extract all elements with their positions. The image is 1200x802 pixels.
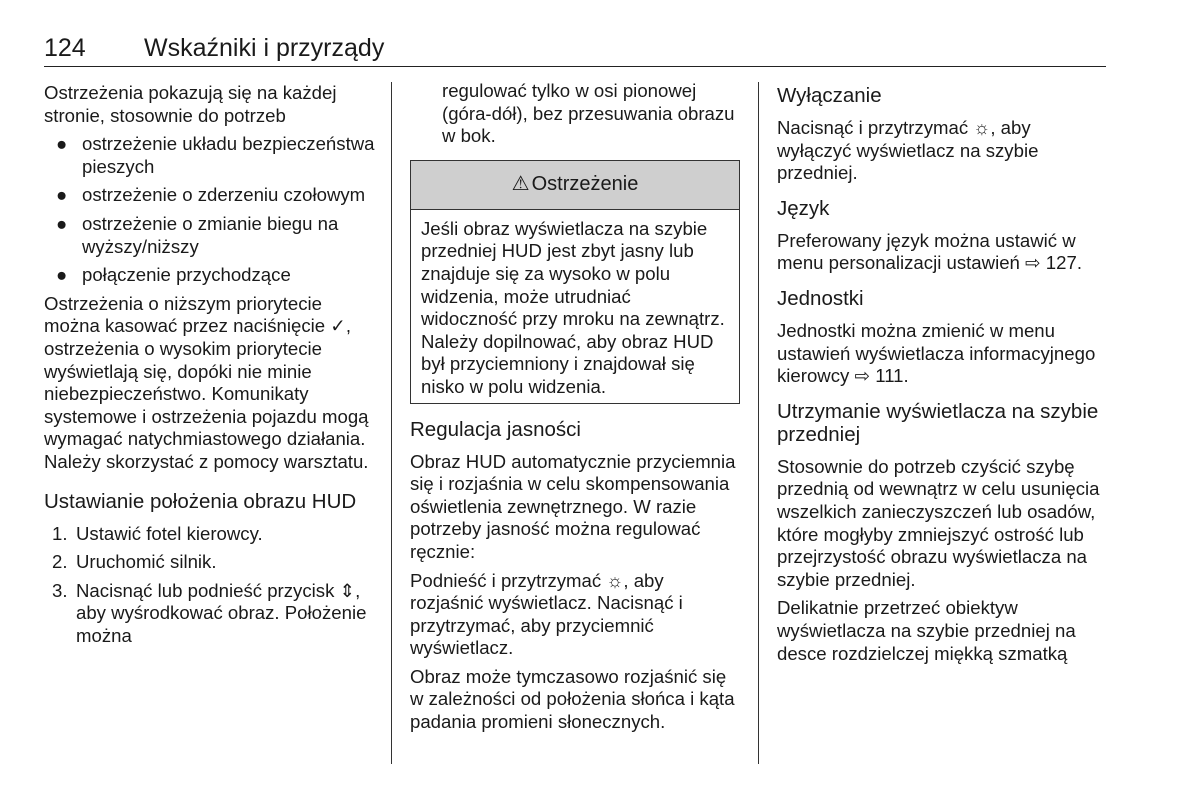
warning-types-list — [44, 133, 380, 287]
bullet-icon: ● — [56, 264, 68, 286]
column-1 — [44, 82, 380, 653]
column-3 — [777, 82, 1107, 671]
intro-paragraph: Ostrzeżenia pokazują się na każdej stronie, stosownie do potrzeb — [44, 82, 337, 126]
section-heading-brightness: Regulacja jasności — [410, 417, 581, 441]
list-item — [44, 184, 380, 207]
list-item-text: połączenie przychodzące — [82, 264, 291, 286]
list-item — [44, 133, 380, 178]
bullet-icon: ● — [56, 184, 68, 206]
column-divider-right — [758, 82, 759, 764]
step-number: 3. — [52, 579, 68, 601]
step-text: Nacisnąć lub podnieść przycisk ⇕, aby wyśrodkować obraz. Położenie można — [76, 579, 367, 646]
step-number: 2. — [52, 551, 68, 573]
warning-box — [410, 160, 740, 404]
brightness-paragraph-1: Obraz HUD automatycznie przyciemnia się i rozjaśnia w celu skompensowania oświetlenia zewnętrznego. W razie potrzeby jasność można regulować ręcznie: — [410, 450, 736, 562]
maintenance-paragraph-1: Stosownie do potrzeb czyścić szybę przednią od wewnątrz w celu usunięcia wszelkich zanieczyszczeń lub osadów, które mogłyby zmniejszyć ostrość lub przejrzystość obrazu wyświetlacza na szybie przedniej. — [777, 455, 1100, 590]
steps-list — [44, 523, 380, 648]
language-paragraph: Preferowany język można ustawić w menu personalizacji ustawień ⇨ 127. — [777, 229, 1082, 274]
step-text: Uruchomić silnik. — [76, 551, 217, 573]
units-paragraph: Jednostki można zmienić w menu ustawień wyświetlacza informacyjnego kierowcy ⇨ 111. — [777, 319, 1096, 387]
priority-paragraph: Ostrzeżenia o niższym priorytecie można kasować przez naciśnięcie ✓, ostrzeżenia o wysokim priorytecie wyświetlają się, dopóki nie minie niebezpieczeństwo. Komunikaty systemowe i ostrzeżenia pojazdu mogą wymagać natychmiastowego działania. Należy skorzystać z pomocy warsztatu. — [44, 292, 369, 472]
page-header — [44, 34, 1106, 67]
list-item-text: ostrzeżenie o zderzeniu czołowym — [82, 184, 366, 206]
step-continuation: regulować tylko w osi pionowej (góra-dół), bez przesuwania obrazu w bok. — [442, 80, 735, 147]
bullet-icon: ● — [56, 133, 68, 155]
off-paragraph: Nacisnąć i przytrzymać ☼, aby wyłączyć wyświetlacz na szybie przedniej. — [777, 117, 1039, 184]
section-heading-units: Jednostki — [777, 286, 864, 310]
page-number: 124 — [44, 34, 86, 62]
step-item — [44, 551, 380, 574]
list-item-text: ostrzeżenie o zmianie biegu na wyższy/niższy — [82, 212, 339, 257]
step-item — [44, 523, 380, 546]
bullet-icon: ● — [56, 212, 68, 234]
warning-triangle-icon: ⚠ — [511, 173, 530, 196]
step-number: 1. — [52, 522, 68, 544]
brightness-paragraph-3: Obraz może tymczasowo rozjaśnić się w zależności od położenia słońca i kąta padania promieni słonecznych. — [410, 665, 735, 733]
step-text: Ustawić fotel kierowcy. — [76, 522, 263, 544]
column-2 — [410, 82, 740, 740]
section-heading-position: Ustawianie położenia obrazu HUD — [44, 489, 357, 513]
column-divider-left — [391, 82, 392, 764]
list-item — [44, 213, 380, 258]
list-item-text: ostrzeżenie układu bezpieczeństwa pieszych — [82, 133, 375, 177]
warning-title: Ostrzeżenie — [531, 173, 639, 196]
list-item — [44, 264, 380, 287]
section-heading-off: Wyłączanie — [777, 84, 882, 107]
step-item — [44, 580, 380, 648]
section-heading-language: Język — [777, 196, 830, 220]
section-heading-maintenance: Utrzymanie wyświetlacza na szybie przedniej — [777, 399, 1099, 446]
warning-header — [411, 161, 739, 210]
brightness-paragraph-2: Podnieść i przytrzymać ☼, aby rozjaśnić wyświetlacz. Nacisnąć i przytrzymać, aby przyciemnić wyświetlacz. — [410, 569, 683, 659]
maintenance-paragraph-2: Delikatnie przetrzeć obiektyw wyświetlacza na szybie przedniej na desce rozdzielczej miękką szmatką — [777, 597, 1076, 664]
chapter-title: Wskaźniki i przyrządy — [144, 34, 385, 62]
warning-body: Jeśli obraz wyświetlacza na szybie przedniej HUD jest zbyt jasny lub znajduje się za wysoko w polu widzenia, może utrudniać widoczność przy mroku na zewnątrz. Należy dopilnować, aby obraz HUD był przyciemniony i znajdował się nisko w polu widzenia. — [421, 217, 725, 397]
